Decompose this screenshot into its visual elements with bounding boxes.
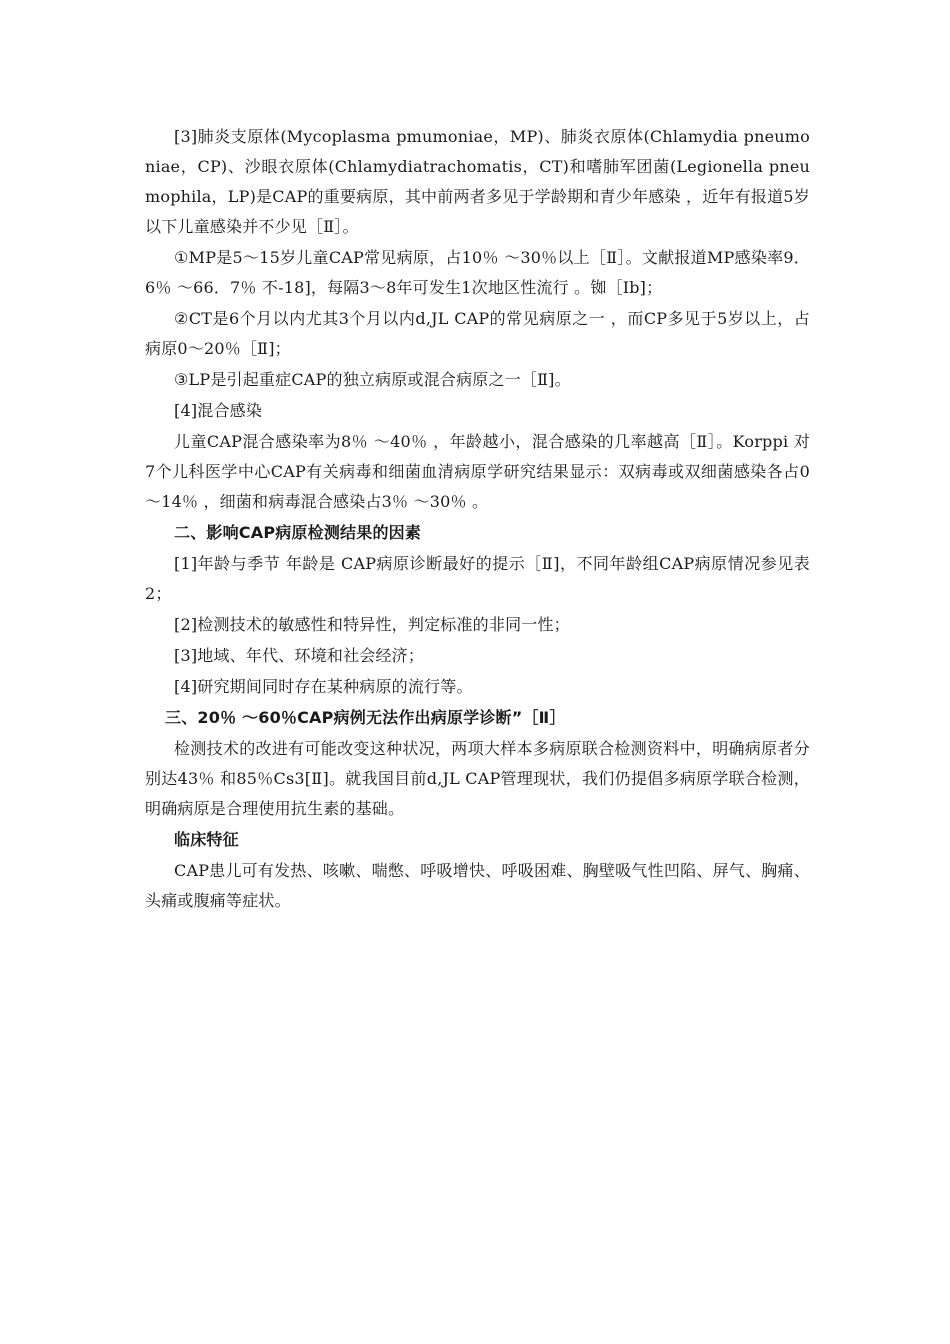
paragraph-lp: ③LP是引起重症CAP的独立病原或混合病原之一［Ⅱ]。 (174, 370, 571, 389)
paragraph-detection: 检测技术的改进有可能改变这种状况，两项大样本多病原联合检测资料中，明确病原者分别达43％ 和85％Cs3[Ⅱ]。就我国目前d,JL CAP管理现状，我们仍提倡多病原学联合检测，明确病原是合理使用抗生素的基础。 (145, 739, 810, 818)
document-body (145, 122, 810, 917)
paragraph-mixed-infection-title: [4]混合感染 (174, 401, 263, 420)
section-heading-factors: 二、影响CAP病原检测结果的因素 (174, 523, 422, 542)
section-heading-undiagnosed: 三、20％ ～60％CAP病例无法作出病原学诊断”［Ⅱ］ (165, 708, 566, 727)
paragraph-factor-region: [3]地域、年代、环境和社会经济； (174, 646, 425, 665)
paragraph-factor-age: [1]年龄与季节 年龄是 CAP病原诊断最好的提示［Ⅱ]，不同年龄组CAP病原情况参见表2； (145, 554, 810, 603)
paragraph-factor-epidemic: [4]研究期间同时存在某种病原的流行等。 (174, 677, 473, 696)
section-heading-clinical: 临床特征 (174, 830, 239, 849)
paragraph-pathogens: [3]肺炎支原体(Mycoplasma pmumoniae，MP)、肺炎衣原体(Chlamydia pneumoniae，CP)、沙眼衣原体(Chlamydiatrachomatis，CT)和嗜肺军团菌(Legionella pneumophila，LP)是CAP的重要病原，其中前两者多见于学龄期和青少年感染 ，近年有报道5岁以下儿童感染并不少见［Ⅱ］。 (145, 127, 810, 236)
paragraph-symptoms: CAP患儿可有发热、咳嗽、喘憋、呼吸增快、呼吸困难、胸壁吸气性凹陷、屏气、胸痛、头痛或腹痛等症状。 (145, 861, 810, 910)
paragraph-ct-cp: ②CT是6个月以内尤其3个月以内d,JL CAP的常见病原之一 ，而CP多见于5岁以上，占病原0～20％［Ⅱ]； (145, 309, 810, 358)
paragraph-factor-technique: [2]检测技术的敏感性和特异性，判定标准的非同一性； (174, 615, 570, 634)
paragraph-mixed-infection: 儿童CAP混合感染率为8％ ～40％ ，年龄越小，混合感染的几率越高［Ⅱ］。Korppi 对7个儿科医学中心CAP有关病毒和细菌血清病原学研究结果显示：双病毒或双细菌感染各占0～14％ ，细菌和病毒混合感染占3％ ～30％ 。 (145, 432, 810, 511)
paragraph-mp: ①MP是5～15岁儿童CAP常见病原，占10％ ～30％以上［Ⅱ］。文献报道MP感染率9．6％ ～66．7％ 不-18]，每隔3～8年可发生1次地区性流行 。铷［Ib]； (145, 248, 810, 297)
